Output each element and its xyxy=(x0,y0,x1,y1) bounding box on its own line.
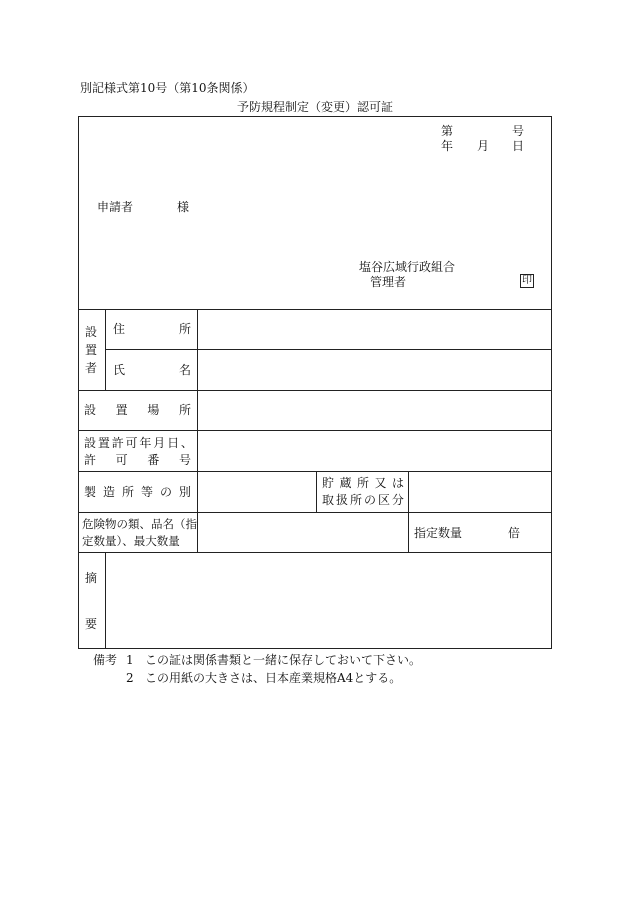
note-1-text: この証は関係書類と一緒に保存しておいて下さい。 xyxy=(145,653,422,667)
form-number: 別記様式第10号（第10条関係） xyxy=(80,81,255,95)
note-2-number: 2 xyxy=(126,671,134,685)
address-label: 住 所 xyxy=(113,322,191,336)
date-day: 日 xyxy=(512,139,525,153)
note-1-number: 1 xyxy=(126,653,134,667)
storage-label-line2: 取 扱 所 の 区 分 xyxy=(322,493,404,507)
divider-facility xyxy=(78,512,552,513)
location-label: 設 置 場 所 xyxy=(84,403,191,417)
divider-label-column xyxy=(197,309,198,552)
divider-location xyxy=(78,430,552,431)
notes-label: 備考 xyxy=(93,653,118,667)
number-prefix: 第 xyxy=(441,124,454,138)
installer-char-3: 者 xyxy=(85,361,98,375)
divider-hazmat xyxy=(78,552,552,553)
divider-address-name xyxy=(105,349,552,350)
summary-char-1: 摘 xyxy=(85,571,98,585)
permit-number-label: 許 可 番 号 xyxy=(84,453,191,467)
divider-top-section xyxy=(78,309,552,310)
divider-permit xyxy=(78,471,552,472)
installer-char-2: 置 xyxy=(85,343,98,357)
facility-type-label: 製 造 所 等 の 別 xyxy=(84,485,191,499)
multiple-label: 倍 xyxy=(508,526,521,540)
applicant-label: 申請者 xyxy=(97,200,134,214)
note-2-text: この用紙の大きさは、日本産業規格A4とする。 xyxy=(145,671,402,685)
form-table xyxy=(78,116,552,649)
hazmat-label-line2: 定数量）、最大数量 xyxy=(82,534,180,548)
divider-installer xyxy=(78,390,552,391)
permit-date-label: 設 置 許 可 年 月 日 、 xyxy=(84,436,193,450)
installer-char-1: 設 xyxy=(85,325,98,339)
administrator-label: 管理者 xyxy=(370,275,407,289)
summary-char-2: 要 xyxy=(85,617,98,631)
form-title: 予防規程制定（変更）認可証 xyxy=(236,100,393,114)
hazmat-label-line1: 危険物の類、品名（指 xyxy=(82,517,197,531)
designated-quantity-label: 指定数量 xyxy=(414,526,463,540)
divider-facility-mid2 xyxy=(408,471,409,553)
divider-facility-mid1 xyxy=(316,471,317,512)
organization-name: 塩谷広域行政組合 xyxy=(359,260,456,274)
storage-label-line1: 貯 蔵 所 又 は xyxy=(322,476,404,490)
name-label: 氏 名 xyxy=(113,363,191,377)
divider-summary xyxy=(105,552,106,649)
divider-installer-group xyxy=(105,309,106,390)
seal-mark: 印 xyxy=(522,275,532,286)
date-month: 月 xyxy=(477,139,490,153)
applicant-honorific: 様 xyxy=(177,200,190,214)
date-year: 年 xyxy=(441,139,454,153)
number-suffix: 号 xyxy=(512,124,525,138)
